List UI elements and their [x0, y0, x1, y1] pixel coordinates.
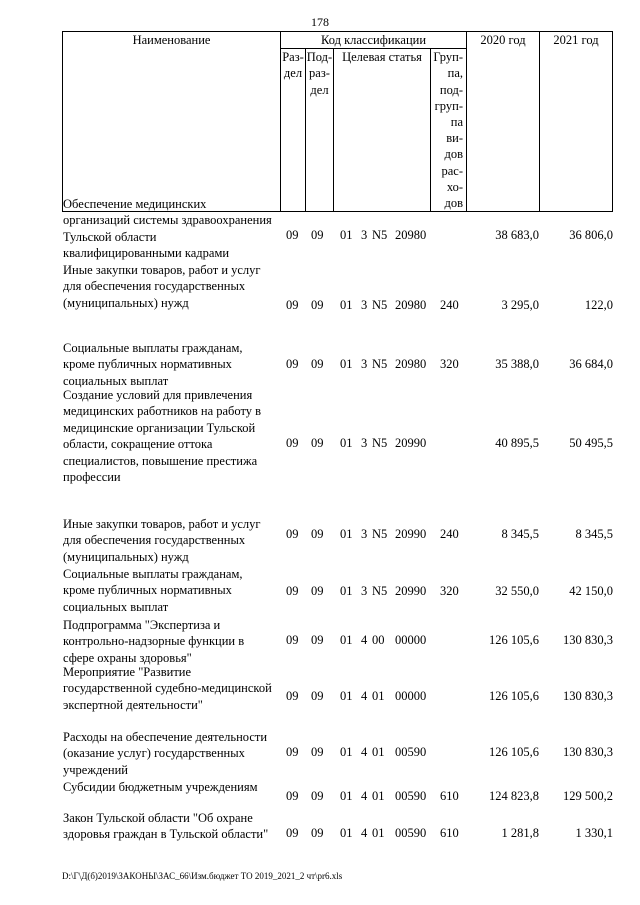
cell-target-4: 00590 — [395, 789, 427, 803]
cell-podrazdel: 09 — [311, 298, 324, 312]
cell-2021: 130 830,3 — [563, 633, 613, 647]
cell-2021: 130 830,3 — [563, 689, 613, 703]
cell-target-2: 4 — [361, 633, 368, 647]
cell-razdel: 09 — [286, 228, 299, 242]
cell-target-4: 00000 — [395, 633, 427, 647]
row-name: Иные закупки товаров, работ и услуг для обеспечения государственных (муниципальных) нужд — [63, 517, 261, 564]
cell-razdel: 09 — [286, 436, 299, 450]
cell-target-2: 4 — [361, 789, 368, 803]
cell-target-4: 20980 — [395, 298, 427, 312]
cell-2020: 8 345,5 — [501, 527, 539, 541]
cell-razdel: 09 — [286, 527, 299, 541]
cell-podrazdel: 09 — [311, 633, 324, 647]
cell-razdel: 09 — [286, 689, 299, 703]
header-podrazdel: Под- раз- дел — [306, 49, 334, 212]
cell-target-1: 01 — [340, 633, 353, 647]
cell-group: 240 — [440, 298, 459, 312]
cell-razdel: 09 — [286, 789, 299, 803]
header-year-2020: 2020 год — [467, 32, 540, 212]
cell-podrazdel: 09 — [311, 789, 324, 803]
cell-target-2: 3 — [361, 584, 368, 598]
cell-target-4: 20990 — [395, 436, 427, 450]
row-name: Обеспечение медицинских организаций системы здравоохранения Тульской области квалифицированными кадрами — [63, 197, 272, 261]
cell-target-2: 3 — [361, 228, 368, 242]
cell-2021: 36 684,0 — [569, 357, 613, 371]
cell-razdel: 09 — [286, 298, 299, 312]
cell-razdel: 09 — [286, 584, 299, 598]
cell-target-2: 4 — [361, 689, 368, 703]
row-name: Подпрограмма "Экспертиза и контрольно-надзорные функции в сфере охраны здоровья" — [63, 618, 245, 665]
cell-2020: 126 105,6 — [489, 689, 539, 703]
cell-podrazdel: 09 — [311, 689, 324, 703]
header-year-2021: 2021 год — [540, 32, 613, 212]
cell-razdel: 09 — [286, 745, 299, 759]
cell-target-2: 3 — [361, 436, 368, 450]
cell-target-3: 01 — [372, 789, 385, 803]
cell-target-1: 01 — [340, 357, 353, 371]
cell-2021: 42 150,0 — [569, 584, 613, 598]
cell-group: 240 — [440, 527, 459, 541]
cell-target-3: 00 — [372, 633, 385, 647]
cell-2021: 1 330,1 — [575, 826, 613, 840]
row-name: Создание условий для привлечения медицинских работников на работу в медицинские организации Тульской области, сокращение оттока специалистов, повышение престижа профессии — [63, 388, 262, 485]
cell-target-1: 01 — [340, 228, 353, 242]
row-name: Иные закупки товаров, работ и услуг для обеспечения государственных (муниципальных) нужд — [63, 263, 261, 310]
cell-target-1: 01 — [340, 584, 353, 598]
cell-target-4: 00000 — [395, 689, 427, 703]
cell-2020: 32 550,0 — [495, 584, 539, 598]
cell-target-1: 01 — [340, 436, 353, 450]
cell-target-1: 01 — [340, 527, 353, 541]
cell-target-4: 20990 — [395, 584, 427, 598]
cell-2020: 35 388,0 — [495, 357, 539, 371]
cell-target-1: 01 — [340, 826, 353, 840]
row-name: Мероприятие "Развитие государственной судебно-медицинской экспертной деятельности" — [63, 665, 272, 712]
cell-podrazdel: 09 — [311, 357, 324, 371]
cell-target-2: 3 — [361, 357, 368, 371]
cell-2020: 1 281,8 — [501, 826, 539, 840]
cell-razdel: 09 — [286, 357, 299, 371]
header-classification: Код классификации — [281, 32, 467, 49]
cell-2020: 38 683,0 — [495, 228, 539, 242]
cell-target-4: 20990 — [395, 527, 427, 541]
cell-target-3: N5 — [372, 228, 388, 242]
cell-target-3: 01 — [372, 745, 385, 759]
file-path-footer: D:\Г\Д(б)2019\ЗАКОНЫ\ЗАС_66\Изм.бюджет ТО 2019_2021_2 чт\pr6.xls — [62, 871, 343, 881]
cell-2021: 129 500,2 — [563, 789, 613, 803]
cell-target-4: 20980 — [395, 228, 427, 242]
cell-group: 320 — [440, 584, 459, 598]
cell-2021: 130 830,3 — [563, 745, 613, 759]
cell-target-3: 01 — [372, 689, 385, 703]
cell-2020: 40 895,5 — [495, 436, 539, 450]
row-name: Закон Тульской области "Об охране здоровья граждан в Тульской области" — [63, 811, 269, 842]
cell-target-2: 3 — [361, 527, 368, 541]
cell-target-3: N5 — [372, 527, 388, 541]
cell-2021: 50 495,5 — [569, 436, 613, 450]
cell-2020: 124 823,8 — [489, 789, 539, 803]
cell-target-1: 01 — [340, 689, 353, 703]
cell-podrazdel: 09 — [311, 584, 324, 598]
cell-podrazdel: 09 — [311, 527, 324, 541]
cell-target-2: 4 — [361, 745, 368, 759]
cell-target-4: 20980 — [395, 357, 427, 371]
cell-target-4: 00590 — [395, 826, 427, 840]
cell-2020: 3 295,0 — [501, 298, 539, 312]
cell-target-3: 01 — [372, 826, 385, 840]
cell-2021: 8 345,5 — [575, 527, 613, 541]
cell-target-4: 00590 — [395, 745, 427, 759]
cell-podrazdel: 09 — [311, 745, 324, 759]
cell-target-1: 01 — [340, 745, 353, 759]
cell-podrazdel: 09 — [311, 826, 324, 840]
header-razdel: Раз- дел — [281, 49, 306, 212]
cell-target-1: 01 — [340, 298, 353, 312]
row-name: Социальные выплаты гражданам, кроме публичных нормативных социальных выплат — [63, 341, 243, 388]
cell-2020: 126 105,6 — [489, 745, 539, 759]
page-number: 178 — [311, 15, 329, 29]
cell-group: 610 — [440, 826, 459, 840]
cell-2020: 126 105,6 — [489, 633, 539, 647]
cell-razdel: 09 — [286, 826, 299, 840]
cell-target-3: N5 — [372, 357, 388, 371]
header-target: Целевая статья — [334, 49, 431, 212]
cell-target-2: 3 — [361, 298, 368, 312]
header-name: Наименование — [63, 32, 281, 212]
cell-target-3: N5 — [372, 298, 388, 312]
cell-2021: 36 806,0 — [569, 228, 613, 242]
cell-target-2: 4 — [361, 826, 368, 840]
cell-podrazdel: 09 — [311, 228, 324, 242]
cell-target-3: N5 — [372, 436, 388, 450]
header-group: Груп- па, под- груп- па ви- дов рас- хо- дов — [431, 49, 467, 212]
cell-2021: 122,0 — [584, 298, 613, 312]
cell-group: 610 — [440, 789, 459, 803]
row-name: Расходы на обеспечение деятельности (оказание услуг) государственных учреждений — [63, 730, 268, 777]
row-name: Социальные выплаты гражданам, кроме публичных нормативных социальных выплат — [63, 567, 243, 614]
cell-podrazdel: 09 — [311, 436, 324, 450]
cell-group: 320 — [440, 357, 459, 371]
row-name: Субсидии бюджетным учреждениям — [63, 780, 258, 794]
cell-target-3: N5 — [372, 584, 388, 598]
cell-razdel: 09 — [286, 633, 299, 647]
cell-target-1: 01 — [340, 789, 353, 803]
